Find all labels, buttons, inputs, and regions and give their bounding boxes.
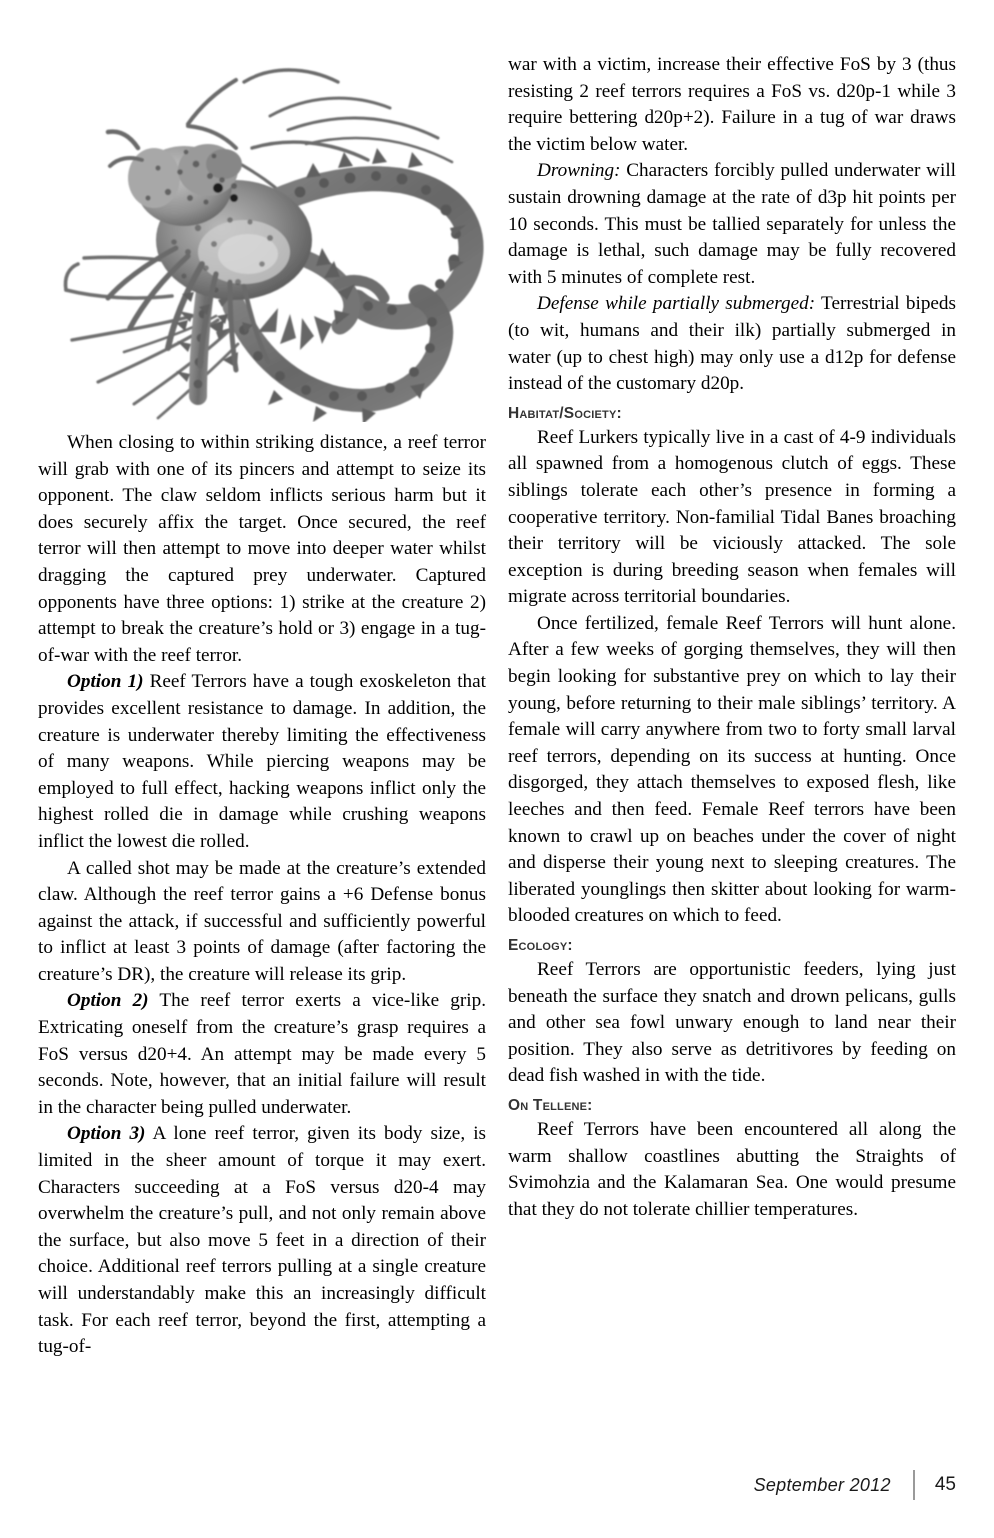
heading-on-tellene: On Tellene: — [508, 1096, 593, 1114]
footer-divider — [913, 1470, 915, 1500]
paragraph-option-2 — [38, 988, 486, 1121]
paragraph-tug-continued: war with a victim, increase their effective FoS by 3 (thus resisting 2 reef terrors requires a FoS vs. d20p-1 while 3 require bettering d20p+2). Failure in a tug of war draws the victim below water. — [508, 54, 956, 155]
paragraph-defense-submerged — [508, 291, 956, 397]
reef-terror-figure-svg — [38, 52, 486, 422]
heading-habitat-society: Habitat/Society: — [508, 404, 622, 422]
option-2-label: Option 2) — [67, 990, 149, 1012]
heading-ecology: Ecology: — [508, 937, 573, 954]
paragraph-closing: When closing to within striking distance, a reef terror will grab with one of its pincers and attempt to seize its opponent. The claw seldom inflicts serious harm but it does securely affix the target. Once secured, the reef terror will then attempt to move into deeper water whilst dragging the captured prey underwater. Captured opponents have three options: 1) strike at the creature 2) attempt to break the creature’s hold or 3) engage in a tug-of-war with the reef terror. — [38, 432, 486, 666]
paragraph-ecology-1: Reef Terrors are opportunistic feeders, lying just beneath the surface they snatch and drown pelicans, gulls and other sea fowl unwary enough to land near their position. They also serve as detritivores by feeding on dead fish washed in with the tide. — [508, 959, 956, 1087]
issue-date: September 2012 — [753, 1474, 891, 1495]
defense-submerged-label: Defense while partially submerged: — [537, 293, 816, 315]
two-column-layout — [38, 52, 956, 1432]
paragraph-option-1 — [38, 669, 486, 855]
paragraph-option-3 — [38, 1121, 486, 1360]
option-3-label: Option 3) — [67, 1123, 146, 1145]
drowning-text: Characters forcibly pulled underwater will sustain drowning damage at the rate of d3p hit points per 10 seconds. This must be tallied separately for unless the damage is lethal, such damage may be fully recovered with 5 minutes of complete rest. — [508, 160, 956, 288]
option-3-text: A lone reef terror, given its body size, is limited in the sheer amount of torque it may exert. Characters succeeding at a FoS versus d20-4 may overwhelm the creature’s pull, and not only remain above the surface, but also move 5 feet in a direction of their choice. Additional reef terrors pulling at a single creature will understandably make this an increasingly difficult task. For each reef terror, beyond the first, attempting a tug-of- — [38, 1123, 486, 1358]
page-footer — [754, 1470, 956, 1500]
option-1-text: Reef Terrors have a tough exoskeleton that provides excellent resistance to damage. In addition, the creature is underwater thereby limiting the effectiveness of many weapons. While piercing weapons may be employed to full effect, hacking weapons inflict only the highest rolled die in damage while crushing weapons inflict the lowest die rolled. — [38, 671, 486, 852]
paragraph-drowning — [508, 158, 956, 291]
paragraph-tellene-1: Reef Terrors have been encountered all along the warm shallow coastlines abutting the Straights of Svimohzia and the Kalamaran Sea. One would presume that they do not tolerate chillier temperatures. — [508, 1118, 956, 1220]
paragraph-called-shot: A called shot may be made at the creature’s extended claw. Although the reef terror gains a +6 Defense bonus against the attack, if successful and sufficiently powerful to inflict at least 3 points of damage (after factoring the creature’s DR), the creature will release its grip. — [38, 857, 486, 985]
drowning-label: Drowning: — [537, 160, 621, 182]
column-right — [508, 52, 956, 1223]
creature-illustration — [38, 52, 486, 422]
paragraph-habitat-2: Once fertilized, female Reef Terrors will hunt alone. After a few weeks of gorging themselves, they will then begin looking for substantive prey on which to lay their young, before returning to their male siblings’ territory. A female will carry anywhere from two to forty small larval reef terrors, depending on its success at hunting. Once disgorged, they attach themselves to exposed flesh, like leeches and then feed. Female Reef terrors have been known to crawl up on beaches under the cover of night and disperse their young next to sleeping creatures. The liberated younglings then skitter about looking for warm-blooded creatures on which to feed. — [508, 612, 956, 927]
option-1-label: Option 1) — [67, 671, 144, 693]
paragraph-habitat-1: Reef Lurkers typically live in a cast of 4-9 individuals all spawned from a homogenous clutch of eggs. These siblings tolerate each other’s presence in forming a cooperative territory. Non-familial Tidal Banes broaching their territory will be viciously attacked. The sole exception is during breeding season when females will migrate across territorial boundaries. — [508, 426, 956, 608]
option-2-text: The reef terror exerts a vice-like grip. Extricating oneself from the creature’s grasp requires a FoS versus d20+4. An attempt may be made every 5 seconds. Note, however, that an initial failure will result in the character being pulled underwater. — [38, 990, 486, 1118]
column-left — [38, 52, 486, 1361]
defense-submerged-text: Terrestrial bipeds (to wit, humans and their ilk) partially submerged in water (up to chest high) may only use a d12p for defense instead of the customary d20p. — [508, 293, 956, 395]
page-number: 45 — [934, 1474, 956, 1495]
